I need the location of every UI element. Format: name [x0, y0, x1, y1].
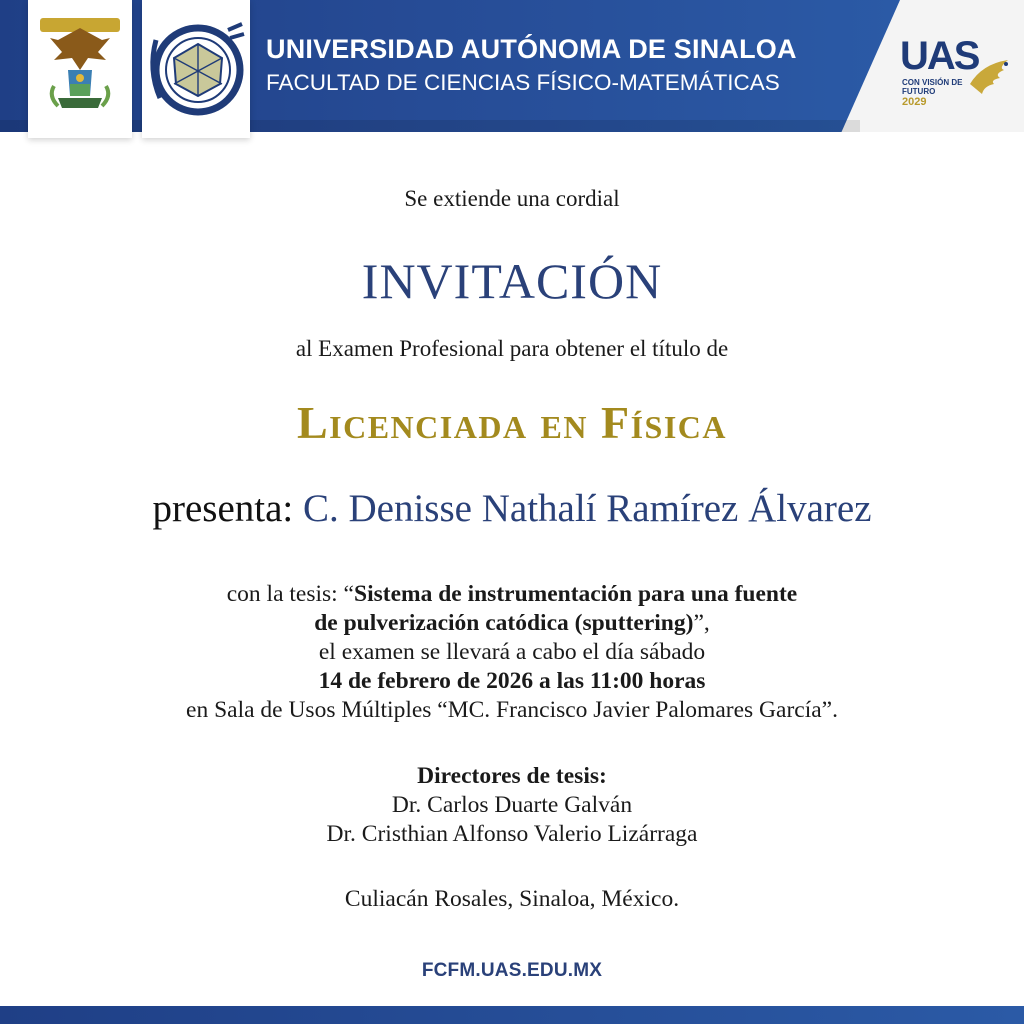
presenter-line: [0, 486, 1024, 531]
faculty-seal-card: [142, 0, 250, 138]
director-name: Dr. Carlos Duarte Galván: [391, 792, 633, 818]
thesis-line-2: [0, 609, 1024, 638]
invitation-title: INVITACIÓN: [361, 253, 663, 309]
thesis-line-1: [0, 580, 1024, 609]
website-link[interactable]: FCFM.UAS.EDU.MX: [421, 960, 603, 981]
faculty-name: FACULTAD DE CIENCIAS FÍSICO-MATEMÁTICAS: [266, 70, 780, 95]
uas-year: 2029: [902, 96, 927, 108]
university-name: UNIVERSIDAD AUTÓNOMA DE SINALOA: [266, 34, 797, 64]
presenter-name: C. Denisse Nathalí Ramírez Álvarez: [302, 487, 872, 530]
uas-tagline-1: CON VISIÓN DE: [902, 78, 963, 87]
presenter-label: presenta:: [152, 487, 294, 530]
header: [0, 0, 1024, 132]
thesis-prefix: con la tesis: “: [226, 581, 354, 607]
university-seal-icon: [28, 0, 132, 130]
uas-acronym: UAS: [900, 34, 979, 78]
eagle-icon: [968, 54, 1014, 98]
intro-text: Se extiende una cordial: [404, 186, 620, 211]
thesis-suffix: ”,: [693, 610, 710, 636]
director-name: Dr. Cristhian Alfonso Valerio Lizárraga: [326, 821, 698, 847]
faculty-seal-icon: [142, 0, 250, 130]
location: Culiacán Rosales, Sinaloa, México.: [344, 886, 680, 912]
uas-tagline-2: FUTURO: [902, 87, 936, 96]
header-band: [0, 0, 900, 132]
university-seal-card: [28, 0, 132, 138]
thesis-title-2: de pulverización catódica (sputtering): [314, 610, 694, 636]
exam-datetime-text: 14 de febrero de 2026 a las 11:00 horas: [318, 668, 706, 694]
uas-logo: [898, 36, 1016, 112]
directors-heading: [0, 762, 1024, 791]
footer-bar: [0, 1006, 1024, 1024]
directors-block: [0, 762, 1024, 849]
uas-tagline: [902, 78, 962, 96]
exam-datetime: [0, 667, 1024, 696]
thesis-block: [0, 580, 1024, 725]
exam-line: al Examen Profesional para obtener el título de: [295, 336, 729, 361]
thesis-title-1: Sistema de instrumentación para una fuente: [354, 581, 798, 607]
exam-venue: en Sala de Usos Múltiples “MC. Francisco Javier Palomares García”.: [186, 697, 838, 723]
exam-day: el examen se llevará a cabo el día sábado: [318, 639, 706, 665]
directors-heading-text: Directores de tesis:: [417, 763, 607, 789]
degree-title: Licenciada en Física: [296, 397, 728, 448]
